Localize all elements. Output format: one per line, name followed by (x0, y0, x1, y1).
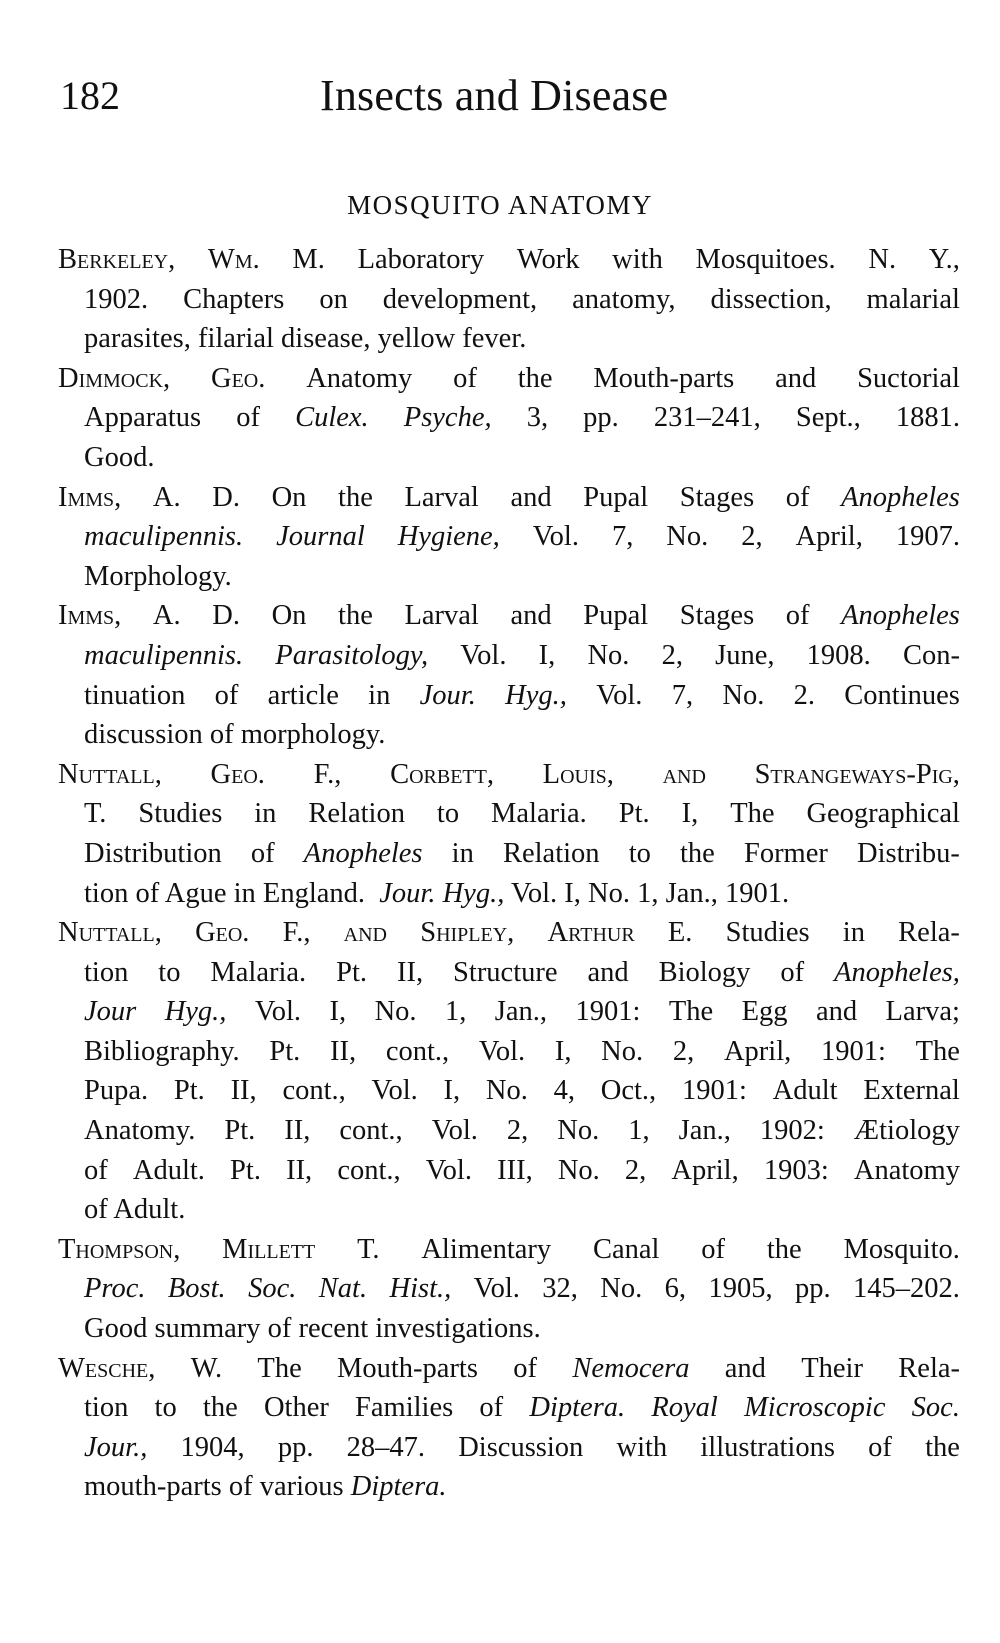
section-heading: MOSQUITO ANATOMY (347, 190, 653, 220)
entry-text: No. (722, 679, 765, 711)
entry-text: T. (84, 798, 107, 830)
author-name: Strangeways-Pig, (754, 758, 960, 790)
entry-text: Good. (84, 441, 155, 473)
author-name: Corbett, (390, 758, 494, 790)
bibliography-entry (58, 755, 960, 913)
italic-text: Hyg., (505, 679, 567, 711)
entry-text: Pupal (583, 481, 649, 513)
entry-text: Vol. (532, 521, 579, 553)
entry-continuation-line (58, 636, 960, 676)
entry-text: the (338, 481, 373, 513)
entry-text: Sept., (795, 402, 861, 434)
entry-text: Studies (138, 798, 223, 830)
entry-text: pp. (277, 1431, 314, 1463)
entry-text: Pt. (336, 956, 368, 988)
entry-continuation-line (58, 874, 960, 914)
entry-text: Jan., (494, 996, 548, 1028)
entry-text: April, (671, 1154, 739, 1186)
entry-first-line (58, 755, 960, 795)
entry-continuation-line (58, 557, 960, 597)
entry-text: 6, (664, 1273, 687, 1305)
author-name: and (343, 917, 388, 949)
entry-continuation-line (58, 953, 960, 993)
italic-text: Nat. (318, 1273, 368, 1305)
entry-text: tinuation (84, 679, 186, 711)
author-name: Geo. (210, 758, 265, 790)
entry-text: of (250, 837, 275, 869)
entry-text: pp. (583, 402, 619, 434)
italic-text: Anopheles, (834, 956, 960, 988)
entry-text: Vol. (460, 639, 507, 671)
entry-text: to (628, 837, 651, 869)
entry-text: Oct., (600, 1075, 657, 1107)
entry-text: Adult. (132, 1154, 205, 1186)
entry-first-line (58, 478, 960, 518)
entry-text: Suctorial (857, 362, 960, 394)
italic-text: Anopheles (841, 600, 960, 632)
entry-text: Vol. (473, 1273, 520, 1305)
entry-text: 7, (671, 679, 694, 711)
entry-text: Malaria. (491, 798, 587, 830)
entry-text: Other (263, 1392, 329, 1424)
italic-text: Hyg., (164, 996, 227, 1028)
entry-text: the (680, 837, 715, 869)
entry-text: cont., (339, 1115, 403, 1147)
entry-text: Distribution (84, 837, 222, 869)
entry-text: Pt. (230, 1154, 261, 1186)
entry-text: 2, (672, 1035, 695, 1067)
entry-first-line (58, 913, 960, 953)
author-name: Arthur (547, 917, 635, 949)
entry-text: of (236, 402, 260, 434)
entry-continuation-line (58, 438, 960, 478)
author-name: Nuttall, (58, 917, 162, 949)
entry-continuation-line (58, 1388, 960, 1428)
entry-continuation-line (58, 319, 960, 359)
entry-text: Mosquito. (843, 1233, 960, 1265)
entry-text: illustrations (700, 1431, 835, 1463)
entry-first-line (58, 240, 960, 280)
entry-text: D. (212, 600, 240, 632)
author-name: Shipley, (420, 917, 515, 949)
bibliography (58, 240, 960, 1507)
entry-text: mouth-parts of various (84, 1471, 351, 1503)
entry-text: April, (723, 1035, 792, 1067)
entry-continuation-line (58, 280, 960, 320)
entry-text: Relation (308, 798, 405, 830)
italic-text: Jour., (84, 1431, 148, 1463)
entry-text: June, (715, 639, 775, 671)
entry-text: 1901: (820, 1035, 886, 1067)
author-name: Berkeley, (58, 244, 176, 275)
entry-text: External (863, 1075, 960, 1107)
entry-text: Morphology. (84, 560, 232, 592)
entry-text: cont., (385, 1035, 450, 1067)
entry-text: No. (485, 1075, 528, 1107)
entry-text: of (513, 1352, 538, 1384)
entry-text: Continues (844, 679, 960, 711)
italic-text: Hygiene, (397, 521, 500, 553)
entry-text: cont., (282, 1075, 346, 1107)
entry-text: Vol. (254, 996, 302, 1028)
entry-text: in (842, 917, 865, 949)
entry-continuation-line (58, 398, 960, 438)
entry-text: A. (152, 481, 181, 513)
entry-text: of Adult. (84, 1194, 186, 1226)
entry-text: Geographical (806, 798, 960, 830)
running-title: Insects and Disease (320, 71, 669, 120)
italic-text: maculipennis. (84, 521, 244, 553)
entry-text: Stages (679, 600, 755, 632)
entry-text: of (214, 679, 239, 711)
entry-text: Pt. (173, 1075, 205, 1107)
entry-text: 3, (526, 402, 549, 434)
author-name: Imms, (58, 481, 122, 513)
entry-text: Alimentary (421, 1233, 552, 1265)
entry-continuation-line (58, 676, 960, 716)
bibliography-entry (58, 240, 960, 359)
italic-text: Hist., (389, 1273, 452, 1305)
entry-first-line (58, 359, 960, 399)
entry-text: discussion of morphology. (84, 719, 386, 751)
entry-text: the (925, 1431, 960, 1463)
italic-text: Microscopic (744, 1392, 886, 1424)
author-name: Wesche, (58, 1352, 156, 1384)
entry-continuation-line (58, 1190, 960, 1230)
italic-text: Anopheles (303, 837, 423, 869)
entry-text: 1902. (84, 283, 149, 315)
bibliography-entry (58, 1230, 960, 1349)
italic-text: Jour. Hyg., (379, 877, 505, 909)
entry-text: to (158, 956, 181, 988)
entry-text: anatomy, (572, 283, 676, 315)
entry-text: with (616, 1431, 668, 1463)
entry-text: Work (516, 244, 580, 275)
entry-text: of (84, 1154, 108, 1186)
italic-text: Journal (276, 521, 365, 553)
entry-text: Canal (592, 1233, 660, 1265)
entry-continuation-line (58, 794, 960, 834)
italic-text: Nemocera (572, 1352, 690, 1384)
entry-text: No. (600, 1273, 643, 1305)
author-name: Wm. (207, 244, 260, 275)
entry-text: III, (497, 1154, 533, 1186)
entry-text: Relation (502, 837, 600, 869)
entry-text: and (587, 956, 629, 988)
entry-text: Y., (928, 244, 960, 275)
entry-text: 1901: (575, 996, 641, 1028)
entry-text: On (271, 600, 307, 632)
entry-text: tion of Ague in England. (84, 877, 380, 909)
entry-text: and (775, 362, 817, 394)
entry-text: Anatomy (853, 1154, 960, 1186)
author-name: Imms, (58, 600, 122, 632)
entry-text: I, (681, 798, 699, 830)
bibliography-entry (58, 596, 960, 754)
entry-continuation-line (58, 1269, 960, 1309)
entry-text: 7, (611, 521, 634, 553)
entry-text: tion (84, 1392, 129, 1424)
author-name: Millett (222, 1233, 316, 1265)
entry-text: Chapters (183, 283, 285, 315)
entry-text: 2, (741, 521, 763, 553)
entry-text: I, (329, 996, 347, 1028)
italic-text: Parasitology, (275, 639, 429, 671)
author-name: F., (282, 917, 311, 949)
entry-text: and (815, 996, 858, 1028)
entry-text: of (780, 956, 805, 988)
entry-text: I, (538, 639, 556, 671)
entry-text: of (701, 1233, 726, 1265)
entry-text: 28–47. (346, 1431, 426, 1463)
entry-text: 1908. (806, 639, 871, 671)
entry-text: dissection, (710, 283, 832, 315)
entry-text: Pupa. (84, 1075, 149, 1107)
entry-text: II, (286, 1154, 313, 1186)
entry-continuation-line (58, 1428, 960, 1468)
entry-text: N. (868, 244, 897, 275)
entry-text: Egg (741, 996, 788, 1028)
entry-text: the (202, 1392, 238, 1424)
entry-text: Families (355, 1392, 454, 1424)
author-name: Dimmock, (58, 362, 171, 394)
entry-text: 2, (624, 1154, 647, 1186)
entry-text: W. (190, 1352, 223, 1384)
entry-text: 1881. (895, 402, 960, 434)
entry-text: 4, (553, 1075, 575, 1107)
italic-text: Soc. (248, 1273, 297, 1305)
entry-continuation-line (58, 1151, 960, 1191)
entry-first-line (58, 1230, 960, 1270)
entry-text: I, (554, 1035, 572, 1067)
author-name: M. (292, 244, 325, 275)
entry-text: 2, (506, 1115, 529, 1147)
author-name: Louis, (542, 758, 614, 790)
entry-continuation-line (58, 517, 960, 557)
entry-text: Pupal (583, 600, 649, 632)
entry-text: Malaria. (210, 956, 307, 988)
entry-continuation-line (58, 1467, 960, 1507)
entry-text: to (154, 1392, 177, 1424)
entry-text: tion (84, 956, 129, 988)
entry-text: 2, (661, 639, 683, 671)
entry-continuation-line (58, 992, 960, 1032)
bibliography-entry (58, 913, 960, 1230)
italic-text: Royal (651, 1392, 718, 1424)
entry-text: with (612, 244, 663, 275)
entry-text: Rela- (898, 1352, 960, 1384)
entry-text: Biology (658, 956, 751, 988)
entry-text: II, (230, 1075, 257, 1107)
entry-text: Laboratory (357, 244, 485, 275)
entry-continuation-line (58, 715, 960, 755)
entry-text: Vol. (371, 1075, 418, 1107)
bibliography-entry (58, 478, 960, 597)
entry-text: No. (666, 521, 709, 553)
author-name: Nuttall, (58, 758, 162, 790)
entry-text: Good summary of recent investigations. (84, 1313, 541, 1345)
author-name: Geo. (211, 362, 266, 394)
entry-text: No. (557, 1154, 600, 1186)
entry-text: Vol. (431, 1115, 478, 1147)
entry-text: Adult (772, 1075, 838, 1107)
entry-text: Discussion (458, 1431, 584, 1463)
italic-text: Diptera. (529, 1392, 626, 1424)
entry-text: on (319, 283, 348, 315)
entry-text: cont., (337, 1154, 401, 1186)
entry-text: of (479, 1392, 504, 1424)
bibliography-entry (58, 1349, 960, 1507)
entry-text: pp. (794, 1273, 831, 1305)
entry-text: Structure (453, 956, 558, 988)
entry-continuation-line (58, 1071, 960, 1111)
entry-text: D. (212, 481, 240, 513)
entry-text: and (724, 1352, 766, 1384)
entry-text: of (453, 362, 477, 394)
entry-continuation-line (58, 1309, 960, 1349)
entry-continuation-line (58, 1111, 960, 1151)
entry-text: April, (795, 521, 863, 553)
entry-text: The (915, 1035, 960, 1067)
entry-text: 1901: (681, 1075, 747, 1107)
entry-text: malarial (866, 283, 960, 315)
italic-text: Proc. (84, 1273, 146, 1305)
entry-text: Anatomy (306, 362, 413, 394)
entry-text: Vol. (425, 1154, 472, 1186)
italic-text: Jour. (419, 679, 476, 711)
entry-text: Mosquitoes. (695, 244, 836, 275)
entry-text: No. (587, 639, 630, 671)
italic-text: Soc. (911, 1392, 960, 1424)
entry-first-line (58, 1349, 960, 1389)
entry-text: Jan., (678, 1115, 731, 1147)
entry-text: to (436, 798, 460, 830)
entry-text: Former (743, 837, 828, 869)
entry-text: 145–202. (853, 1273, 960, 1305)
entry-text: Larva; (885, 996, 960, 1028)
entry-text: Pt. (224, 1115, 256, 1147)
entry-text: I, (443, 1075, 461, 1107)
entry-text: Vol. (596, 679, 643, 711)
entry-first-line (58, 596, 960, 636)
entry-text: parasites, filarial disease, yellow fever. (84, 323, 527, 355)
entry-text: A. (152, 600, 181, 632)
italic-text: Jour (84, 996, 137, 1028)
entry-text: The (668, 996, 714, 1028)
entry-text: 1905, (708, 1273, 773, 1305)
entry-text: Bibliography. (84, 1035, 240, 1067)
entry-text: the (517, 362, 553, 394)
entry-text: Distribu- (857, 837, 960, 869)
entry-text: The (730, 798, 775, 830)
entry-text: Mouth-parts (337, 1352, 478, 1384)
author-name: Geo. (195, 917, 250, 949)
entry-text: of (868, 1431, 892, 1463)
entry-text: in (368, 679, 391, 711)
entry-text: of (785, 600, 810, 632)
entry-text: Anatomy. (84, 1115, 196, 1147)
entry-text: 1, (628, 1115, 650, 1147)
entry-text: the (766, 1233, 802, 1265)
italic-text: Psyche, (403, 402, 492, 434)
italic-text: Bost. (167, 1273, 226, 1305)
page-number: 182 (60, 73, 120, 118)
entry-text: Ætiology (853, 1115, 960, 1147)
entry-text: 231–241, (653, 402, 761, 434)
entry-text: 32, (542, 1273, 578, 1305)
italic-text: Culex. (295, 402, 369, 434)
entry-text: in (254, 798, 277, 830)
entry-text: Pt. (269, 1035, 301, 1067)
entry-text: 2. (793, 679, 815, 711)
entry-text: E. (667, 917, 693, 949)
entry-text: Stages (679, 481, 755, 513)
italic-text: Anopheles (841, 481, 960, 513)
entry-text: article (267, 679, 339, 711)
entry-text: T. (357, 1233, 380, 1265)
entry-text: Larval (404, 481, 479, 513)
entry-text: Pt. (618, 798, 650, 830)
bibliography-entry (58, 359, 960, 478)
entry-text: II, (396, 956, 424, 988)
entry-text: Larval (404, 600, 479, 632)
entry-text: in (451, 837, 474, 869)
italic-text: maculipennis. (84, 639, 244, 671)
entry-text: and (510, 481, 552, 513)
entry-text: of (785, 481, 810, 513)
entry-text: 1903: (763, 1154, 829, 1186)
entry-text: Studies (725, 917, 810, 949)
entry-text: No. (601, 1035, 644, 1067)
italic-text: Diptera. (350, 1471, 447, 1503)
entry-text: 1902: (759, 1115, 825, 1147)
author-name: and (662, 758, 706, 790)
entry-continuation-line (58, 834, 960, 874)
entry-text: Rela- (898, 917, 960, 949)
entry-text: 1, (444, 996, 467, 1028)
entry-text: Con- (902, 639, 960, 671)
entry-text: development, (382, 283, 538, 315)
entry-text: No. (557, 1115, 600, 1147)
entry-text: Their (801, 1352, 863, 1384)
entry-text: the (338, 600, 373, 632)
author-name: F., (313, 758, 342, 790)
entry-text: On (271, 481, 307, 513)
entry-text: and (510, 600, 552, 632)
entry-text: 1907. (895, 521, 960, 553)
author-name: Thompson, (58, 1233, 181, 1265)
entry-text: 1904, (180, 1431, 245, 1463)
entry-text: The (257, 1352, 302, 1384)
entry-text: II, (284, 1115, 311, 1147)
entry-text: Vol. I, No. 1, Jan., 1901. (504, 877, 790, 909)
entry-text: Apparatus (84, 402, 202, 434)
entry-continuation-line (58, 1032, 960, 1072)
entry-text: Vol. (478, 1035, 526, 1067)
entry-text: II, (330, 1035, 357, 1067)
entry-text: No. (374, 996, 417, 1028)
entry-text: Mouth-parts (593, 362, 735, 394)
